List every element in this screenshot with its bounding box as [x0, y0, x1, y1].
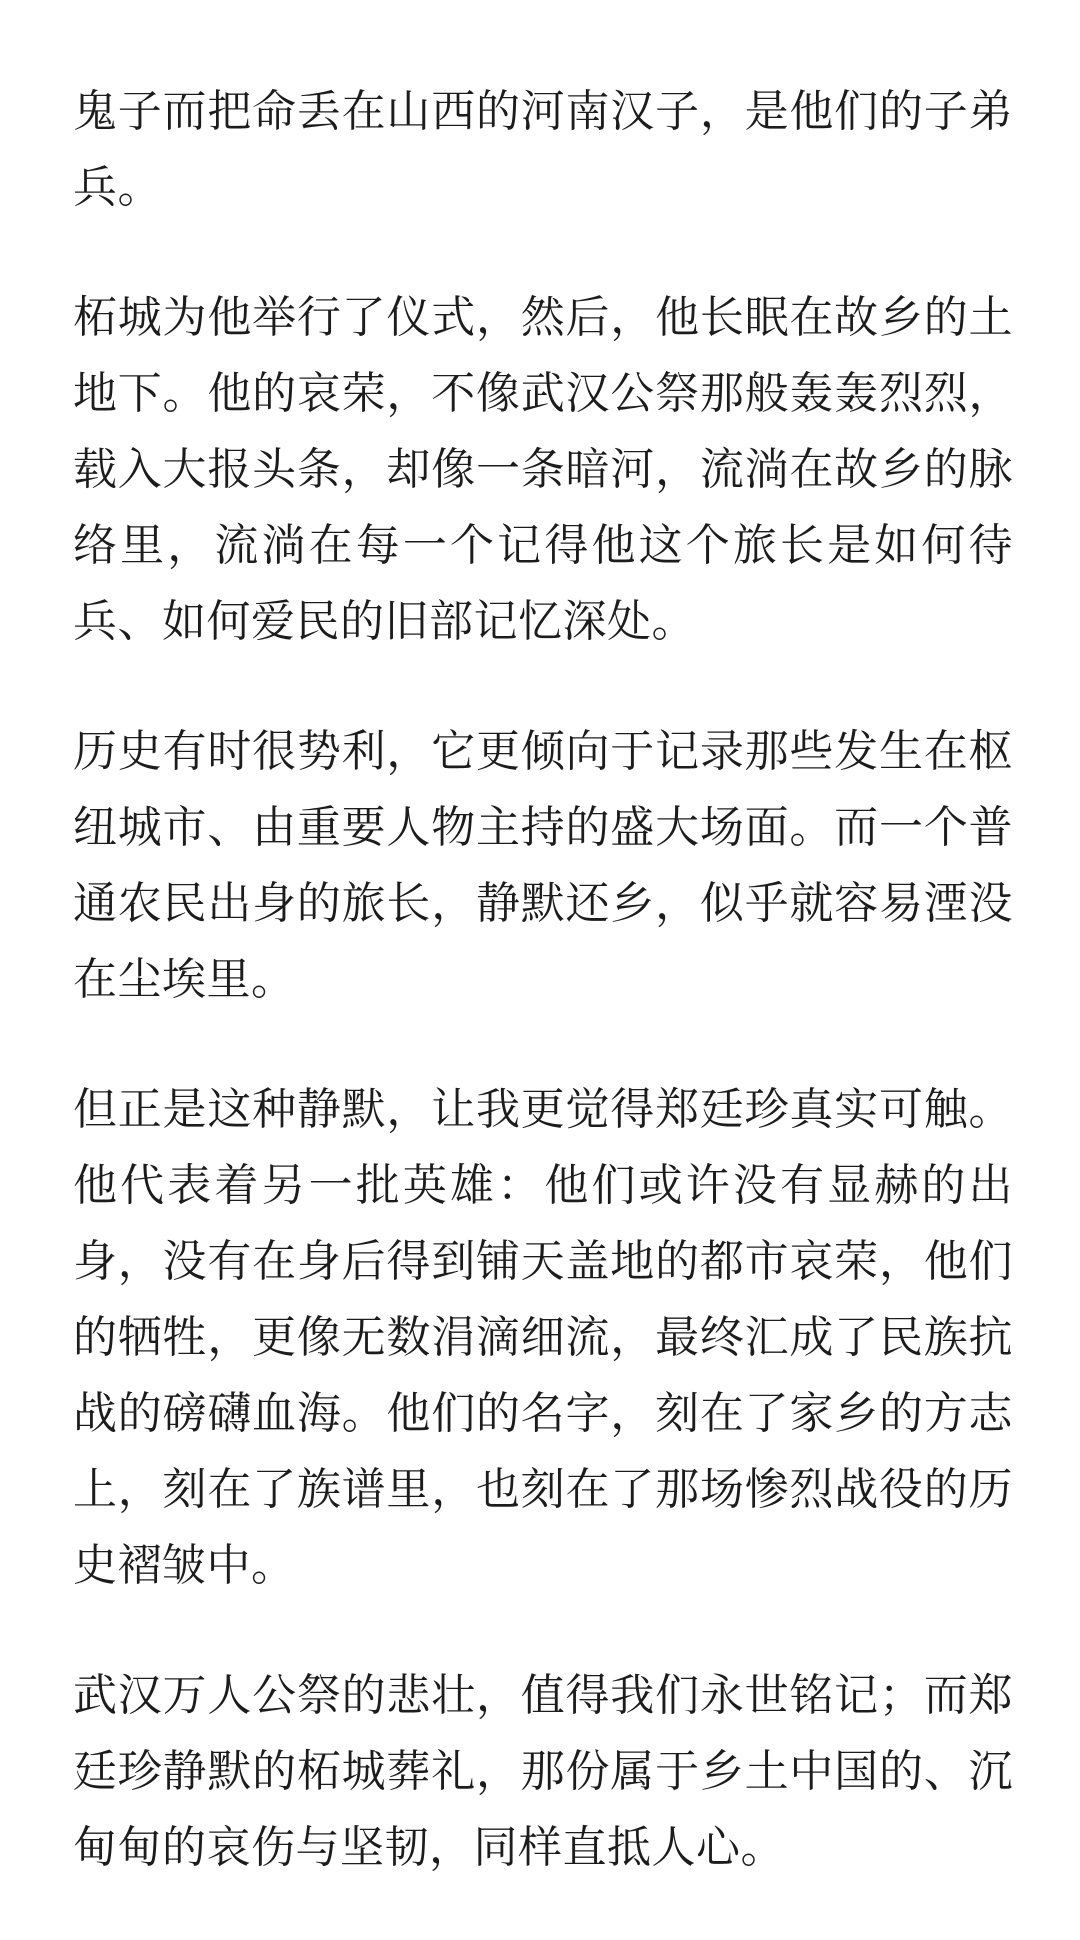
paragraph-5: 武汉万人公祭的悲壮，值得我们永世铭记；而郑廷珍静默的柘城葬礼，那份属于乡土中国的、沉甸甸的哀伤与坚韧，同样直抵人心。	[73, 1670, 1013, 1873]
paragraph-1: 鬼子而把命丢在山西的河南汉子，是他们的子弟兵。	[73, 86, 1013, 213]
paragraph-3: 历史有时很势利，它更倾向于记录那些发生在枢纽城市、由重要人物主持的盛大场面。而一个普通农民出身的旅长，静默还乡，似乎就容易湮没在尘埃里。	[73, 726, 1013, 1005]
article-body	[73, 74, 1013, 1940]
paragraph-4: 但正是这种静默，让我更觉得郑廷珍真实可触。他代表着另一批英雄：他们或许没有显赫的出身，没有在身后得到铺天盖地的都市哀荣，他们的牺牲，更像无数涓滴细流，最终汇成了民族抗战的磅礴血海。他们的名字，刻在了家乡的方志上，刻在了族谱里，也刻在了那场惨烈战役的历史褶皱中。	[73, 1084, 1013, 1591]
paragraph-2: 柘城为他举行了仪式，然后，他长眠在故乡的土地下。他的哀荣，不像武汉公祭那般轰轰烈烈，载入大报头条，却像一条暗河，流淌在故乡的脉络里，流淌在每一个记得他这个旅长是如何待兵、如何爱民的旧部记忆深处。	[73, 292, 1013, 647]
